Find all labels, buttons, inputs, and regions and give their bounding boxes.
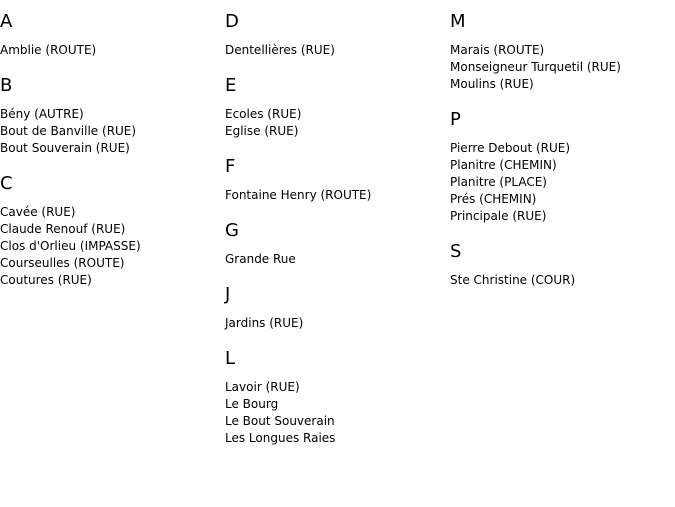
street-link[interactable]: Monseigneur Turquetil (RUE) — [450, 60, 621, 74]
street-link[interactable]: Cavée (RUE) — [0, 205, 76, 219]
street-link[interactable]: Prés (CHEMIN) — [450, 192, 537, 206]
street-link[interactable]: Courseulles (ROUTE) — [0, 256, 125, 270]
street-link[interactable]: Jardins (RUE) — [225, 316, 304, 330]
letter-heading: J — [225, 284, 231, 305]
street-link[interactable]: Dentellières (RUE) — [225, 43, 335, 57]
letter-heading: L — [225, 348, 236, 369]
street-link[interactable]: Fontaine Henry (ROUTE) — [225, 188, 372, 202]
street-link[interactable]: Lavoir (RUE) — [225, 380, 300, 394]
letter-heading: C — [0, 173, 13, 194]
letter-group — [450, 108, 670, 225]
letter-group — [225, 10, 445, 59]
street-link[interactable]: Amblie (ROUTE) — [0, 43, 97, 57]
street-link[interactable]: Bény (AUTRE) — [0, 107, 84, 121]
street-link[interactable]: Le Bout Souverain — [225, 414, 335, 428]
letter-group — [225, 155, 445, 204]
street-link[interactable]: Planitre (CHEMIN) — [450, 158, 557, 172]
letter-group — [450, 10, 670, 93]
letter-group — [0, 172, 220, 289]
street-link[interactable]: Marais (ROUTE) — [450, 43, 545, 57]
letter-group — [225, 74, 445, 140]
street-link[interactable]: Grande Rue — [225, 252, 296, 266]
letter-heading: M — [450, 11, 466, 32]
letter-heading: P — [450, 109, 461, 130]
street-link[interactable]: Bout de Banville (RUE) — [0, 124, 137, 138]
letter-group — [225, 347, 445, 447]
street-link[interactable]: Clos d'Orlieu (IMPASSE) — [0, 239, 141, 253]
letter-heading: B — [0, 75, 13, 96]
street-link[interactable]: Planitre (PLACE) — [450, 175, 547, 189]
letter-group — [0, 10, 220, 59]
street-link[interactable]: Le Bourg — [225, 397, 279, 411]
street-link[interactable]: Ste Christine (COUR) — [450, 273, 576, 287]
letter-group — [225, 219, 445, 268]
street-link[interactable]: Claude Renouf (RUE) — [0, 222, 126, 236]
street-link[interactable]: Principale (RUE) — [450, 209, 547, 223]
street-index-column-2 — [225, 10, 445, 462]
letter-heading: G — [225, 220, 239, 241]
street-link[interactable]: Bout Souverain (RUE) — [0, 141, 130, 155]
street-link[interactable]: Pierre Debout (RUE) — [450, 141, 571, 155]
letter-heading: S — [450, 241, 462, 262]
street-index-column-1 — [0, 10, 220, 304]
letter-group — [0, 74, 220, 157]
letter-heading: F — [225, 156, 236, 177]
letter-group — [450, 240, 670, 289]
street-link[interactable]: Eglise (RUE) — [225, 124, 299, 138]
street-link[interactable]: Coutures (RUE) — [0, 273, 92, 287]
street-link[interactable]: Ecoles (RUE) — [225, 107, 302, 121]
street-link[interactable]: Moulins (RUE) — [450, 77, 534, 91]
letter-heading: D — [225, 11, 239, 32]
street-index-column-3 — [450, 10, 670, 304]
street-link[interactable]: Les Longues Raies — [225, 431, 336, 445]
letter-heading: E — [225, 75, 237, 96]
letter-group — [225, 283, 445, 332]
letter-heading: A — [0, 11, 13, 32]
